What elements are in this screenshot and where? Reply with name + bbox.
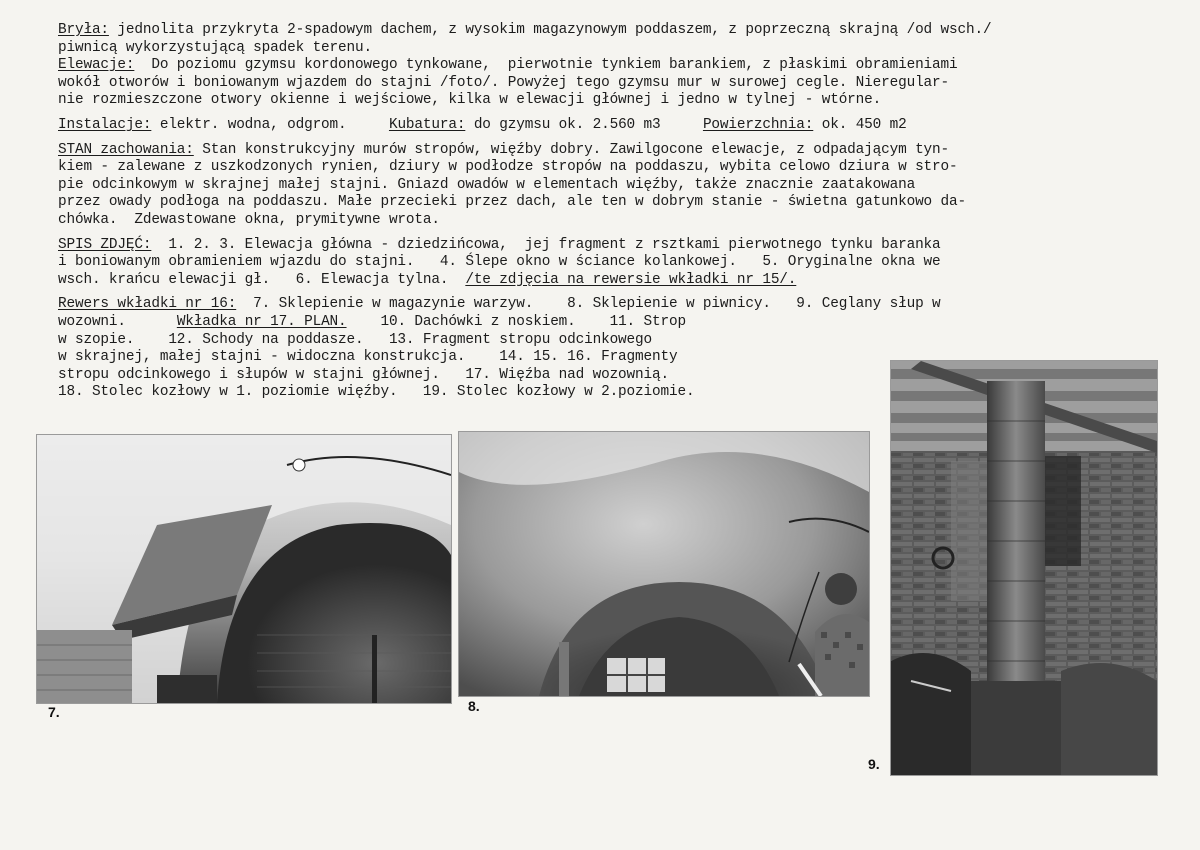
instalacje-line (58, 117, 1168, 135)
spis-text: 1. 2. 3. Elewacja główna - dziedzińcowa, jej fragment z rsztkami pierwotnego tynku baranka (151, 236, 941, 253)
photo-7-vault-storage (36, 434, 452, 704)
spis-reference: /te zdjęcia na rewersie wkładki nr 15/. (465, 271, 797, 288)
spis-line-1 (58, 237, 1168, 255)
bryla-heading: Bryła: (58, 22, 109, 38)
instalacje-text: elektr. wodna, odgrom. (151, 116, 389, 133)
bryla-line-2: piwnicą wykorzystującą spadek terenu. (58, 39, 372, 56)
rewers-heading: Rewers wkładki nr 16: (58, 296, 237, 313)
stan-line-2: kiem - zalewane z uszkodzonych rynien, dziury w podłodze stropów na poddaszu, wybita celowo dziura w stro- (58, 159, 958, 176)
instalacje-heading: Instalacje: (58, 116, 152, 133)
spis-line-3 (58, 272, 1168, 290)
photo-8-cellar-vault (458, 431, 870, 697)
stan-line-5: chówka. Zdewastowane okna, prymitywne wrota. (58, 211, 440, 228)
wkladka-plan-heading: Wkładka nr 17. PLAN. (176, 313, 347, 330)
spis-text-3: wsch. krańcu elewacji gł. 6. Elewacja tylna. (58, 271, 466, 288)
rewers-line-6: 18. Stolec kozłowy w 1. poziomie więźby. 19. Stolec kozłowy w 2.poziomie. (58, 384, 695, 401)
rewers-line-3: w szopie. 12. Schody na poddasze. 13. Fragment stropu odcinkowego (58, 331, 653, 348)
kubatura-heading: Kubatura: (388, 116, 466, 133)
spis-line-2: i boniowanym obramieniem wjazdu do stajni. 4. Ślepe okno w ściance kolankowej. 5. Oryginalne okna we (58, 254, 941, 271)
stan-text: Stan konstrukcyjny murów stropów, więźby dobry. Zawilgocone elewacje, z odpadającym tyn- (193, 141, 950, 158)
rewers-text: 7. Sklepienie w magazynie warzyw. 8. Sklepienie w piwnicy. 9. Ceglany słup w (236, 296, 941, 313)
photo-8-number: 8. (468, 698, 480, 714)
elewacje-line-1 (58, 57, 1168, 75)
powierzchnia-heading: Powierzchnia: (702, 116, 814, 133)
kubatura-text: do gzymsu ok. 2.560 m3 (465, 116, 703, 133)
photo-7-number: 7. (48, 704, 60, 720)
rewers-text-2: wozowni. (58, 313, 177, 330)
rewers-line-2 (58, 314, 1168, 332)
spis-heading: SPIS ZDJĘĆ: (58, 236, 152, 253)
photo-9-number: 9. (868, 756, 880, 772)
rewers-line-5: stropu odcinkowego i słupów w stajni głównej. 17. Więźba nad wozownią. (58, 366, 669, 383)
rewers-line-4: w skrajnej, małej stajni - widoczna konstrukcja. 14. 15. 16. Fragmenty (58, 349, 678, 366)
description-text (58, 22, 1168, 402)
stan-heading: STAN zachowania: (58, 141, 194, 158)
bryla-line-1 (58, 22, 1168, 40)
stan-line-3: pie odcinkowym w skrajnej małej stajni. Gniazd owadów w elementach więźby, także znacznie zaatakowana (58, 176, 916, 193)
rewers-line-1 (58, 296, 1168, 314)
stan-line-1 (58, 142, 1168, 160)
elewacje-heading: Elewacje: (58, 57, 135, 74)
stan-line-4: przez owady podłoga na poddaszu. Małe przecieki przez dach, ale ten w dobrym stanie - świetna gatunkowo da- (58, 194, 966, 211)
photo-9-brick-column (890, 360, 1158, 776)
elewacje-text: Do poziomu gzymsu kordonowego tynkowane, pierwotnie tynkiem barankiem, z płaskimi obramieniami (134, 57, 958, 74)
powierzchnia-text: ok. 450 m2 (813, 116, 907, 133)
rewers-text-2c: 10. Dachówki z noskiem. 11. Strop (346, 313, 686, 330)
bryla-text: jednolita przykryta 2-spadowym dachem, z wysokim magazynowym poddaszem, z poprzeczną skrajną /od wsch./ (108, 22, 992, 38)
elewacje-line-2: wokół otworów i boniowanym wjazdem do stajni /foto/. Powyżej tego gzymsu mur w surowej cegle. Nieregular- (58, 74, 950, 91)
elewacje-line-3: nie rozmieszczone otwory okienne i wejściowe, kilka w elewacji głównej i jedno w tylnej - wtórne. (58, 92, 882, 109)
